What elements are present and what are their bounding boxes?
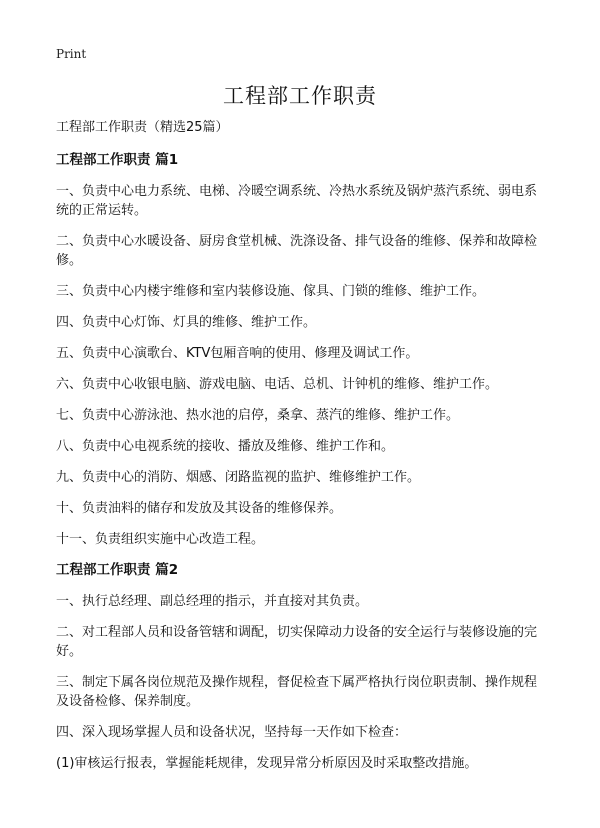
paragraph: 七、负责中心游泳池、热水池的启停，桑拿、蒸汽的维修、维护工作。	[56, 408, 460, 423]
paragraph: 九、负责中心的消防、烟感、闭路监视的监护、维修维护工作。	[56, 470, 421, 485]
paragraph: 二、对工程部人员和设备管辖和调配，切实保障动力设备的安全运行与装修设施的完好。	[56, 625, 538, 659]
document-subtitle: 工程部工作职责（精选25篇）	[56, 120, 229, 135]
paragraph: 五、负责中心演歌台、KTV包厢音响的使用、修理及调试工作。	[56, 346, 419, 361]
section-heading-2: 工程部工作职责 篇2	[56, 562, 179, 578]
paragraph: 三、负责中心内楼宇维修和室内装修设施、傢具、门锁的维修、维护工作。	[56, 284, 486, 299]
document-body	[56, 118, 548, 785]
paragraph: 八、负责中心电视系统的接收、播放及维修、维护工作和。	[56, 439, 395, 454]
paragraph: 六、负责中心收银电脑、游戏电脑、电话、总机、计钟机的维修、维护工作。	[56, 377, 499, 392]
paragraph: (1)审核运行报表，掌握能耗规律，发现异常分析原因及时采取整改措施。	[56, 756, 478, 771]
paragraph: 三、制定下属各岗位规范及操作规程，督促检查下属严格执行岗位职责制、操作规程及设备检修、保养制度。	[56, 675, 538, 709]
paragraph: 十一、负责组织实施中心改造工程。	[56, 532, 265, 547]
section-heading-1: 工程部工作职责 篇1	[56, 152, 179, 168]
paragraph: 二、负责中心水暖设备、厨房食堂机械、洗涤设备、排气设备的维修、保养和故障检修。	[56, 234, 538, 268]
paragraph: 四、负责中心灯饰、灯具的维修、维护工作。	[56, 315, 317, 330]
document-title: 工程部工作职责	[223, 84, 377, 108]
print-link[interactable]: Print	[56, 47, 87, 61]
paragraph: 一、执行总经理、副总经理的指示，并直接对其负责。	[56, 594, 369, 609]
paragraph: 四、深入现场掌握人员和设备状况，坚持每一天作如下检查：	[56, 725, 408, 740]
paragraph: 十、负责油料的储存和发放及其设备的维修保养。	[56, 501, 343, 516]
paragraph: 一、负责中心电力系统、电梯、冷暖空调系统、冷热水系统及锅炉蒸汽系统、弱电系统的正常运转。	[56, 184, 538, 218]
